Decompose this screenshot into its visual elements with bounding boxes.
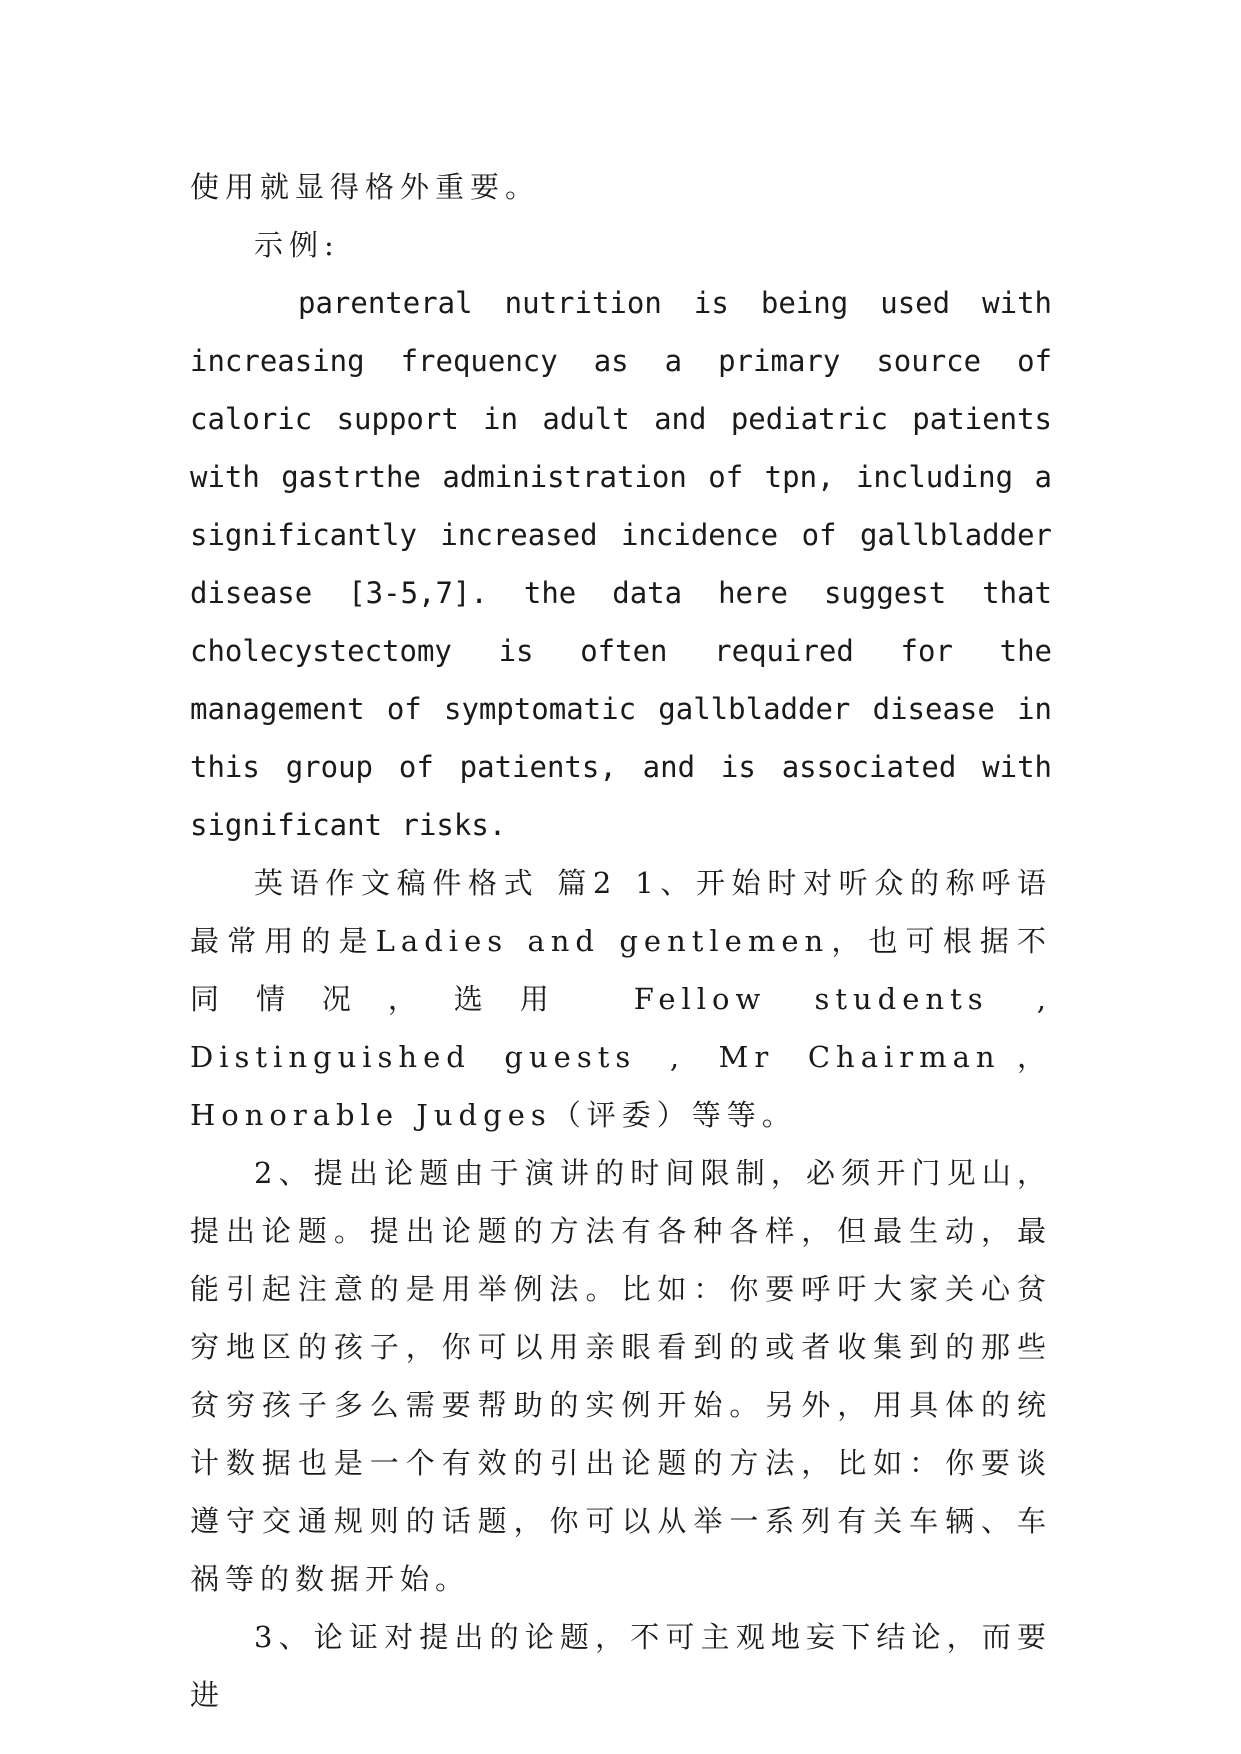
paragraph-raise-topic: 2、提出论题由于演讲的时间限制，必须开门见山，提出论题。提出论题的方法有各种各样，但最生动，最能引起注意的是用举例法。比如：你要呼吁大家关心贫穷地区的孩子，你可以用亲眼看到的或者收集到的那些贫穷孩子多么需要帮助的实例开始。另外，用具体的统计数据也是一个有效的引出论题的方法，比如：你要谈遵守交通规则的话题，你可以从举一系列有关车辆、车祸等的数据开始。 <box>190 1156 1052 1596</box>
paragraph-english-example: parenteral nutrition is being used with increasing frequency as a primary source of caloric support in adult and pediatric patients with gastrthe administration of tpn, including a significantly increased incidence of gallbladder disease [3-5,7]. the data here suggest that cholecystectomy is often required for the management of symptomatic gallbladder disease in this group of patients, and is associated with significant risks. <box>190 286 1052 842</box>
document-body <box>190 158 1052 1724</box>
paragraph-continuation: 使用就显得格外重要。 <box>190 170 541 204</box>
paragraph-section-2-greeting: 英语作文稿件格式 篇2 1、开始时对听众的称呼语最常用的是Ladies and gentlemen，也可根据不同情况，选用 Fellow students , Distinguished guests , Mr Chairman，Honorable Judges（评委）等等。 <box>190 866 1052 1132</box>
paragraph-argument: 3、论证对提出的论题，不可主观地妄下结论，而要进 <box>190 1620 1052 1712</box>
paragraph-example-heading: 示例: <box>254 228 340 262</box>
